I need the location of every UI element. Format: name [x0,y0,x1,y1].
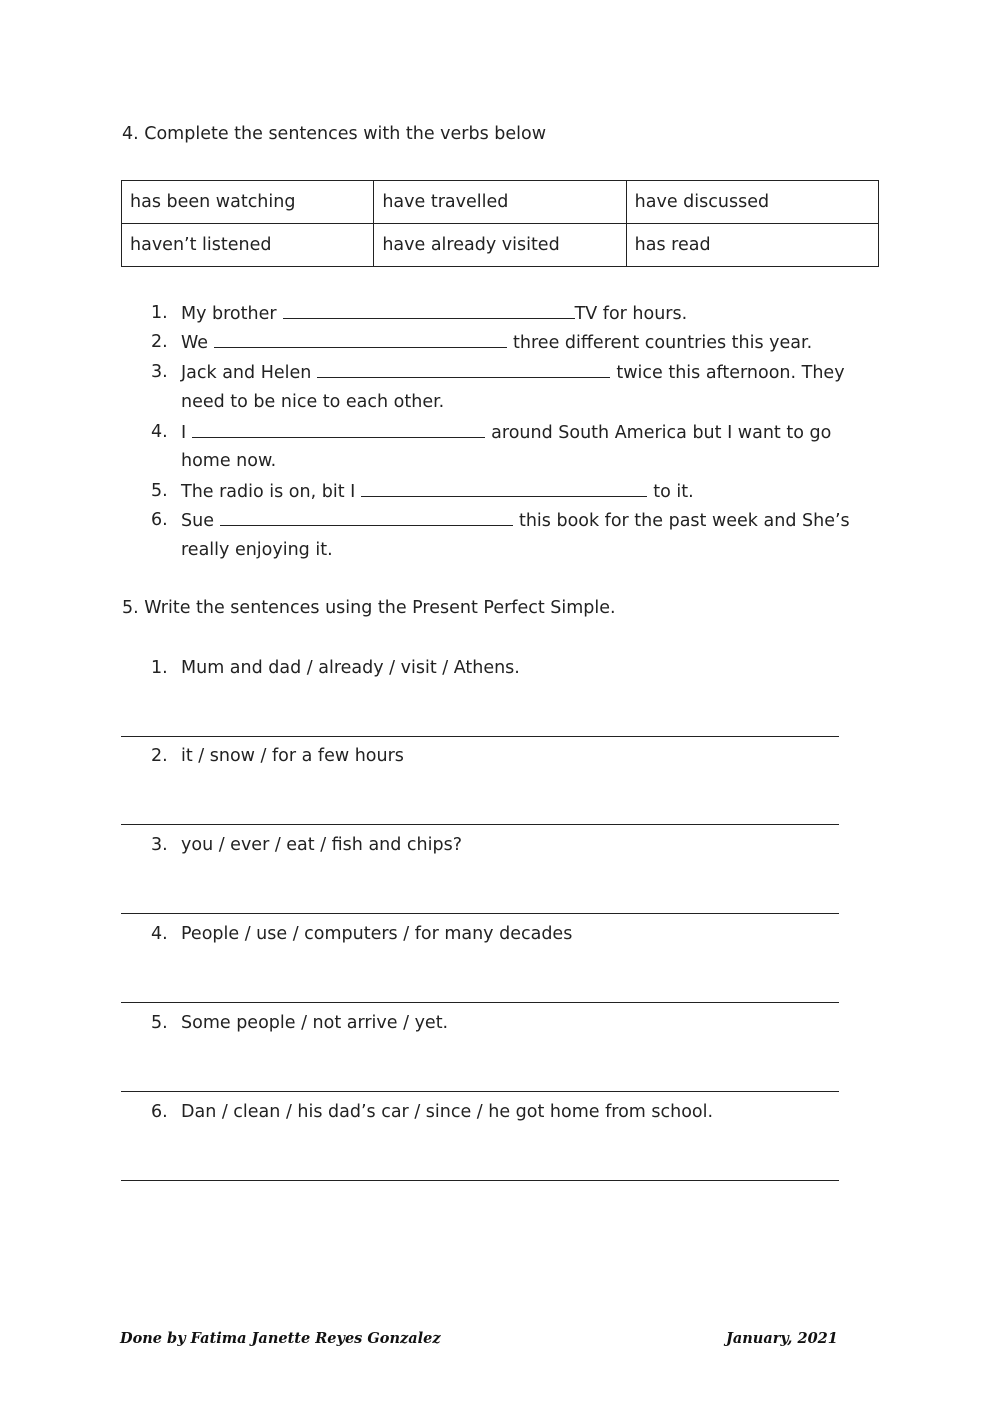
sentence-end: to it. [653,482,694,502]
item-number: 2. [151,746,168,766]
verb-table [121,180,879,267]
table-cell: haven’t listened [122,224,374,267]
list-item [181,303,687,324]
item-number: 5. [151,481,168,501]
item-number: 2. [151,332,168,352]
sentence-start: Jack and Helen [181,363,312,383]
sentence-continuation: home now. [181,451,277,471]
item-number: 3. [151,362,168,382]
table-cell: have travelled [374,181,626,224]
list-item [181,481,694,502]
table-cell: have already visited [374,224,626,267]
footer-date: January, 2021 [726,1330,838,1347]
sentence-end: three different countries this year. [513,333,813,353]
answer-line[interactable] [121,1091,839,1092]
sentence-start: Sue [181,511,214,531]
item-number: 5. [151,1013,168,1033]
item-number: 6. [151,510,168,530]
table-row [122,224,879,267]
prompt-text: Some people / not arrive / yet. [181,1013,449,1033]
item-number: 3. [151,835,168,855]
table-cell: has read [626,224,878,267]
sentence-end: this book for the past week and She’s [518,511,850,531]
sentence-start: I [181,423,187,443]
fill-in-blank[interactable] [192,422,485,438]
prompt-text: Mum and dad / already / visit / Athens. [181,658,520,678]
sentence-start: We [181,333,209,353]
exercise-5-heading: 5. Write the sentences using the Present Perfect Simple. [122,598,616,618]
prompt-text: Dan / clean / his dad’s car / since / he got home from school. [181,1102,714,1122]
answer-line[interactable] [121,824,839,825]
answer-line[interactable] [121,736,839,737]
prompt-text: you / ever / eat / fish and chips? [181,835,463,855]
sentence-end: around South America but I want to go [491,423,832,443]
list-item [181,332,812,353]
sentence-end: twice this afternoon. They [616,363,845,383]
table-row [122,181,879,224]
prompt-text: it / snow / for a few hours [181,746,404,766]
fill-in-blank[interactable] [283,303,575,319]
footer-author: Done by Fatima Janette Reyes Gonzalez [120,1330,441,1347]
item-number: 4. [151,422,168,442]
answer-line[interactable] [121,1180,839,1181]
sentence-end: TV for hours. [574,304,688,324]
fill-in-blank[interactable] [317,362,610,378]
list-item [181,362,845,383]
item-number: 4. [151,924,168,944]
sentence-start: The radio is on, bit I [181,482,356,502]
item-number: 6. [151,1102,168,1122]
fill-in-blank[interactable] [214,332,507,348]
item-number: 1. [151,303,168,323]
table-cell: has been watching [122,181,374,224]
table-cell: have discussed [626,181,878,224]
fill-in-blank[interactable] [220,510,513,526]
list-item [181,422,831,443]
answer-line[interactable] [121,913,839,914]
exercise-4-heading: 4. Complete the sentences with the verbs below [122,124,547,144]
prompt-text: People / use / computers / for many decades [181,924,573,944]
item-number: 1. [151,658,168,678]
answer-line[interactable] [121,1002,839,1003]
fill-in-blank[interactable] [361,481,647,497]
sentence-start: My brother [181,304,277,324]
sentence-continuation: need to be nice to each other. [181,392,445,412]
list-item [181,510,850,531]
sentence-continuation: really enjoying it. [181,540,333,560]
